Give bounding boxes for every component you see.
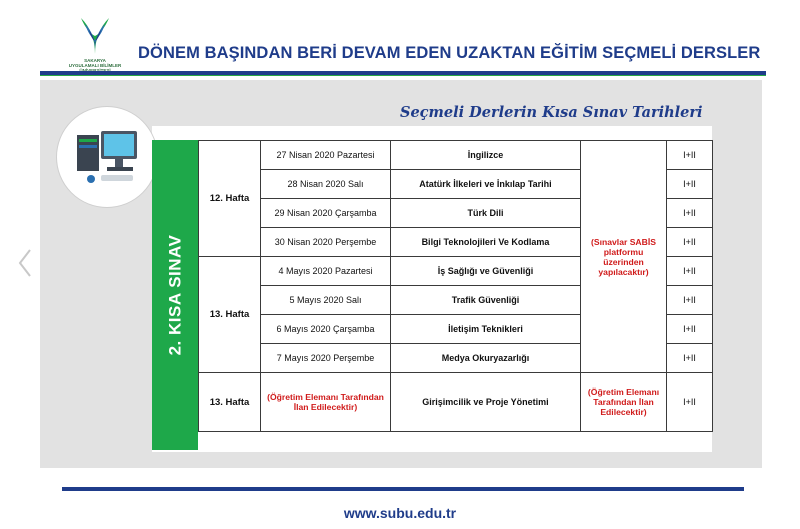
- exam-schedule-table: [198, 140, 713, 432]
- date-cell: 28 Nisan 2020 Salı: [261, 170, 391, 199]
- date-cell: 6 Mayıs 2020 Çarşamba: [261, 315, 391, 344]
- course-cell: Girişimcilik ve Proje Yönetimi: [391, 373, 581, 432]
- slide-subtitle: Seçmeli Derlerin Kısa Sınav Tarihleri: [400, 104, 703, 121]
- computer-icon: [57, 107, 157, 207]
- exam-period-text: 2. KISA SINAV: [165, 234, 184, 356]
- date-cell: 5 Mayıs 2020 Salı: [261, 286, 391, 315]
- group-cell: I+II: [667, 228, 713, 257]
- date-cell: 7 Mayıs 2020 Perşembe: [261, 344, 391, 373]
- course-cell: Bilgi Teknolojileri Ve Kodlama: [391, 228, 581, 257]
- page-title: DÖNEM BAŞINDAN BERİ DEVAM EDEN UZAKTAN EĞİTİM SEÇMELİ DERSLER: [138, 44, 761, 62]
- week-cell: 13. Hafta: [199, 257, 261, 373]
- course-cell: İngilizce: [391, 141, 581, 170]
- course-cell: Trafik Güvenliği: [391, 286, 581, 315]
- header-divider-accent: [40, 75, 766, 76]
- previous-slide-icon[interactable]: [18, 248, 32, 278]
- course-cell: İletişim Teknikleri: [391, 315, 581, 344]
- table-row: [199, 141, 713, 170]
- group-cell: I+II: [667, 199, 713, 228]
- group-cell: I+II: [667, 257, 713, 286]
- date-cell: (Öğretim Elemanı Tarafından İlan Edilecektir): [261, 373, 391, 432]
- logo-text-line-1: SAKARYA: [84, 58, 106, 63]
- date-cell: 27 Nisan 2020 Pazartesi: [261, 141, 391, 170]
- course-cell: Atatürk İlkeleri ve İnkılap Tarihi: [391, 170, 581, 199]
- course-cell: Medya Okuryazarlığı: [391, 344, 581, 373]
- computer-illustration: [56, 106, 158, 208]
- course-cell: Türk Dili: [391, 199, 581, 228]
- table-row: [199, 373, 713, 432]
- group-cell: I+II: [667, 373, 713, 432]
- date-cell: 4 Mayıs 2020 Pazartesi: [261, 257, 391, 286]
- week-cell: 12. Hafta: [199, 141, 261, 257]
- exam-note-cell: (Öğretim Elemanı Tarafından İlan Edilecektir): [581, 373, 667, 432]
- platform-note-cell: (Sınavlar SABİS platformu üzerinden yapılacaktır): [581, 141, 667, 373]
- exam-period-label: [152, 140, 198, 450]
- course-cell: İş Sağlığı ve Güvenliği: [391, 257, 581, 286]
- footer-divider: [62, 487, 744, 491]
- date-cell: 29 Nisan 2020 Çarşamba: [261, 199, 391, 228]
- logo-text-line-2: UYGULAMALI BİLİMLER: [68, 63, 122, 68]
- group-cell: I+II: [667, 286, 713, 315]
- group-cell: I+II: [667, 344, 713, 373]
- logo-emblem-icon: [73, 14, 117, 58]
- group-cell: I+II: [667, 315, 713, 344]
- footer-website-link[interactable]: www.subu.edu.tr: [343, 505, 457, 521]
- group-cell: I+II: [667, 141, 713, 170]
- group-cell: I+II: [667, 170, 713, 199]
- week-cell: 13. Hafta: [199, 373, 261, 432]
- date-cell: 30 Nisan 2020 Perşembe: [261, 228, 391, 257]
